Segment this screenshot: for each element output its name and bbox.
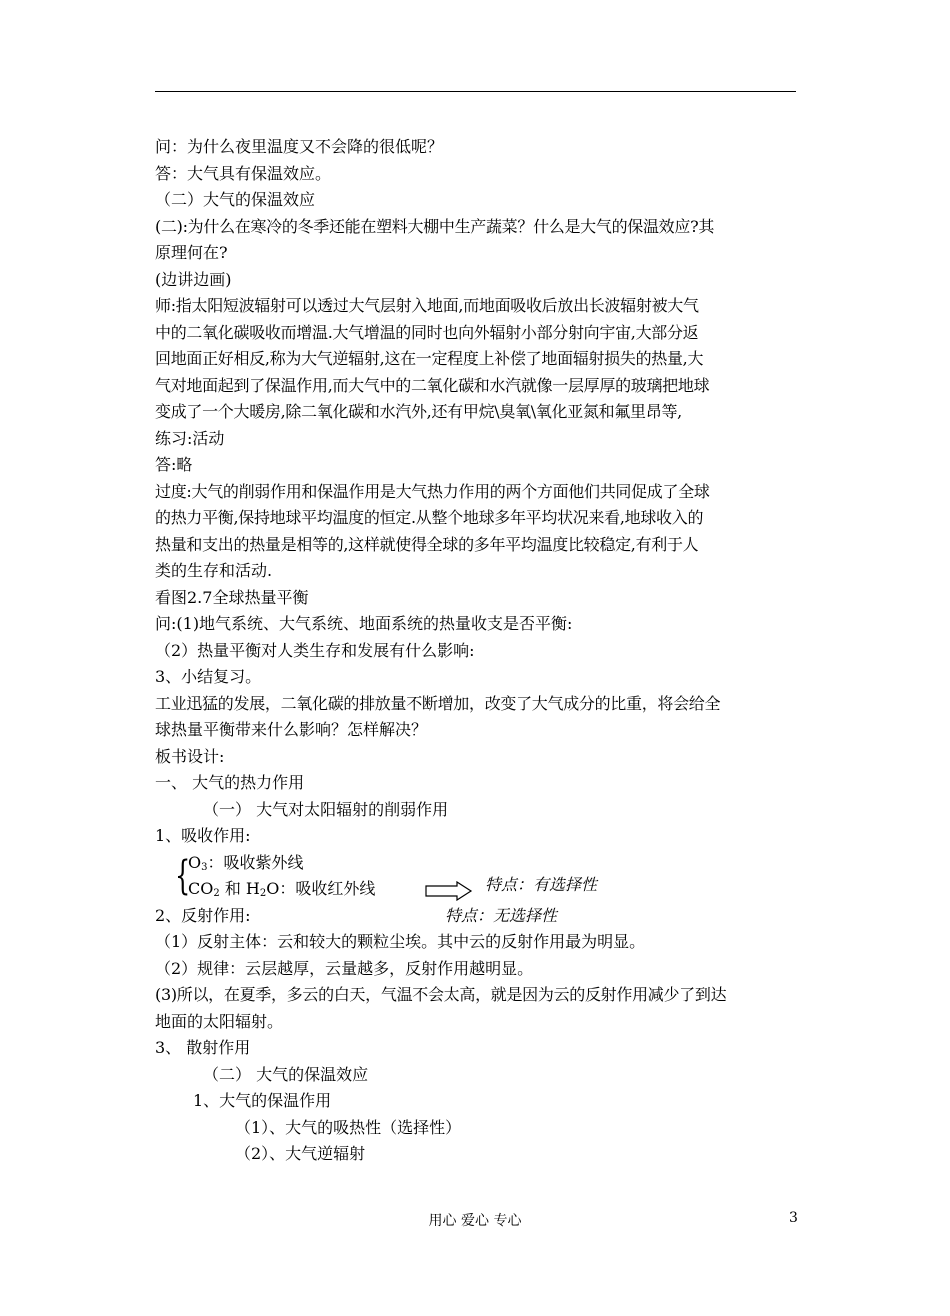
header-rule <box>155 91 796 92</box>
text-line: 3、小结复习。 <box>155 667 262 686</box>
h2o-symbol: 和 H <box>219 879 260 898</box>
text-line: （2）热量平衡对人类生存和发展有什么影响: <box>155 640 475 660</box>
outline-heading: 一、 大气的热力作用 <box>155 773 305 792</box>
text-line: 变成了一个大暖房,除二氧化碳和水汽外,还有甲烷\臭氧\氧化亚氮和氟里昂等, <box>155 402 682 421</box>
text-line: 3、 散射作用 <box>155 1038 251 1057</box>
text-line: 板书设计: <box>155 746 225 766</box>
co2-symbol: CO <box>188 879 214 898</box>
text-line: 看图2.7全球热量平衡 <box>155 587 309 607</box>
co2-subscript: 2 <box>213 888 220 899</box>
o3-text: ：吸收紫外线 <box>207 852 304 872</box>
text-line: 问:(1)地气系统、大气系统、地面系统的热量收支是否平衡: <box>155 614 573 633</box>
text-line: （2）规律：云层越厚，云量越多，反射作用越明显。 <box>155 958 534 978</box>
co2-text: ：吸收红外线 <box>279 879 376 898</box>
text-line: 类的生存和活动. <box>155 561 273 580</box>
co2-line <box>188 876 375 903</box>
text-line: 师:指太阳短波辐射可以透过大气层射入地面,而地面吸收后放出长波辐射被大气 <box>155 296 699 315</box>
text-line: 1、大气的保温作用 <box>193 1091 332 1110</box>
text-line: 工业迅猛的发展，二氧化碳的排放量不断增加，改变了大气成分的比重，将会给全 <box>155 693 721 713</box>
text-line: 1、吸收作用: <box>155 826 251 845</box>
text-line: （1）反射主体：云和较大的颗粒尘埃。其中云的反射作用最为明显。 <box>155 932 646 951</box>
document-body <box>155 134 805 1168</box>
text-line: (边讲边画) <box>155 269 232 289</box>
text-line: 球热量平衡带来什么影响？怎样解决？ <box>155 720 428 739</box>
o3-line <box>188 850 304 877</box>
feature-selective: 特点：有选择性 <box>485 874 598 894</box>
outline-subheading: （一） 大气对太阳辐射的削弱作用 <box>203 799 449 819</box>
text-line: 热量和支出的热量是相等的,这样就使得全球的多年平均温度比较稳定,有利于人 <box>155 534 699 554</box>
o3-symbol: O <box>188 852 202 872</box>
text-line: 气对地面起到了保温作用,而大气中的二氧化碳和水汽就像一层厚厚的玻璃把地球 <box>155 375 710 395</box>
text-line: 的热力平衡,保持地球平均温度的恒定.从整个地球多年平均状况来看,地球收入的 <box>155 508 704 527</box>
feature-non-selective: 特点：无选择性 <box>445 905 558 925</box>
brace-icon: { <box>175 852 191 899</box>
page-number: 3 <box>789 1210 798 1226</box>
outline-subheading: （二） 大气的保温效应 <box>203 1064 369 1084</box>
text-line: (3)所以，在夏季，多云的白天，气温不会太高，就是因为云的反射作用减少了到达 <box>155 985 727 1004</box>
text-line: (二):为什么在寒冷的冬季还能在塑料大棚中生产蔬菜？什么是大气的保温效应?其 <box>155 216 715 236</box>
text-line: （2）、大气逆辐射 <box>235 1144 366 1163</box>
reflection-line <box>155 903 805 930</box>
page-footer: 用心 爱心 专心 <box>428 1213 522 1229</box>
reflection-label: 2、反射作用: <box>155 905 251 925</box>
text-line: （1）、大气的吸热性（选择性） <box>235 1117 462 1137</box>
right-arrow-icon <box>425 881 473 901</box>
section-heading: （二）大气的保温效应 <box>155 190 316 209</box>
o3-subscript: 3 <box>201 861 208 873</box>
text-line: 地面的太阳辐射。 <box>155 1011 284 1031</box>
text-line: 回地面正好相反,称为大气逆辐射,这在一定程度上补偿了地面辐射损失的热量,大 <box>155 349 704 368</box>
h2o-subscript: 2 <box>259 888 267 899</box>
text-line: 答:略 <box>155 455 193 474</box>
text-line: 问：为什么夜里温度又不会降的很低呢？ <box>155 137 444 156</box>
text-line: 中的二氧化碳吸收而增温.大气增温的同时也向外辐射小部分射向宇宙,大部分返 <box>155 322 699 342</box>
text-line: 过度:大气的削弱作用和保温作用是大气热力作用的两个方面他们共同促成了全球 <box>155 481 710 501</box>
text-line: 原理何在? <box>155 243 228 262</box>
h2o-o: O <box>266 879 280 898</box>
text-line: 练习:活动 <box>155 428 225 448</box>
absorption-brace-group <box>155 850 805 903</box>
text-line: 答：大气具有保温效应。 <box>155 163 332 183</box>
